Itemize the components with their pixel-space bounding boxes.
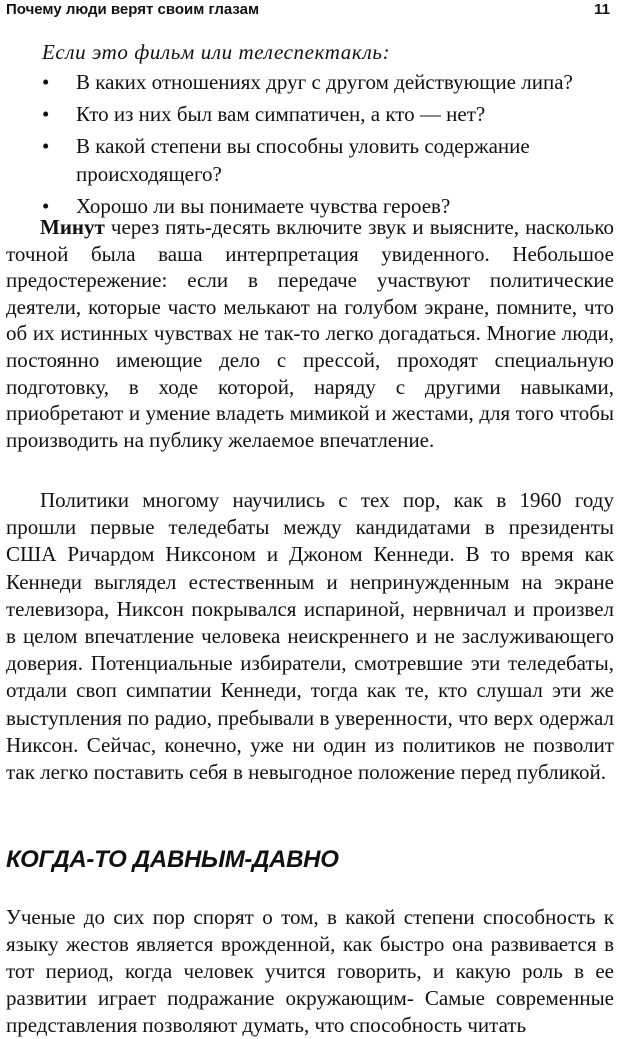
list-intro: Если это фильм или телеспектакль: — [42, 40, 391, 64]
list-item-text: В какой степени вы способны уловить содержание происходящего? — [76, 134, 530, 186]
paragraph: Политики многому научились с тех пор, как в 1960 году прошли первые теледебаты между кандидатами в президенты США Ричардом Никсоном и Джоном Кеннеди. В то время как Кеннеди выглядел естественным и непринужденным на экране телевизора, Никсон покрывался испариной, нервничал и произвел в целом впечатление человека неискреннего и не заслуживающего доверия. Потенциальные избиратели, смотревшие эти теледебаты, отдали своп симпатии Кеннеди, тогда как те, кто слушал эти же выступления по радио, пребывали в уверенности, что верх одержал Никсон. Сейчас, конечно, уже ни один из политиков не позволит так легко поставить себя в невыгодное положение перед публикой. — [6, 488, 614, 785]
page-number: 11 — [594, 1, 610, 18]
running-head — [6, 0, 614, 22]
bullet-icon: • — [42, 102, 50, 126]
paragraph-lead-word: Минут — [40, 215, 105, 239]
paragraph-text: через пять-десять включите звук и выясните, насколько точной была ваша интерпретация увиденного. Небольшое предостережение: если в передаче участвуют политические деятели, которые часто мелькают на голубом экране, помните, что об их истинных чувствах не так-то легко догадаться. Многие люди, постоянно имеющие дело с прессой, проходят специальную подготовку, в ходе которой, наряду с другими навыками, приобретают и умение владеть мимикой и жестами, для того чтобы производить на публику желаемое впечатление. — [6, 215, 614, 452]
bullet-icon: • — [42, 134, 50, 158]
list-item — [40, 100, 616, 128]
question-list — [40, 68, 616, 224]
paragraph: Ученые до сих пор спорят о том, в какой степени способность к языку жестов является врожденной, как быстро она развивается в тот период, когда человек учится говорить, и какую роль в ее развитии играет подражание окружающим- Самые современные представления позволяют думать, что способность читать — [6, 905, 614, 1037]
running-head-title: Почему люди верят своим глазам — [6, 1, 260, 18]
list-item — [40, 68, 616, 96]
section-heading: КОГДА-ТО ДАВНЫМ-ДАВНО — [6, 846, 339, 873]
list-item — [40, 132, 616, 188]
list-item-text: Кто из них был вам симпатичен, а кто — нет? — [76, 102, 486, 126]
bullet-icon: • — [42, 194, 50, 218]
bullet-icon: • — [42, 70, 50, 94]
list-item-text: В каких отношениях друг с другом действующие липа? — [76, 70, 573, 94]
paragraph — [6, 214, 614, 453]
list-item-text: Хорошо ли вы понимаете чувства героев? — [76, 194, 451, 218]
